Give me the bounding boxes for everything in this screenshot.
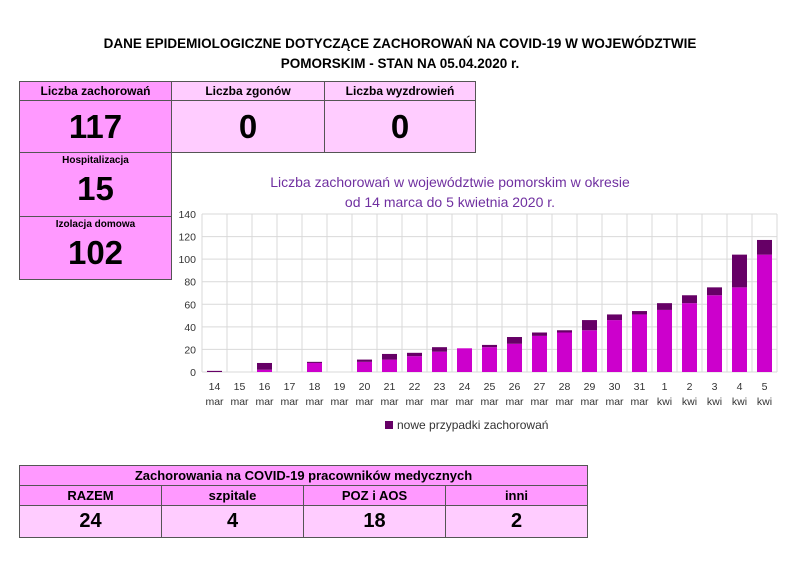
bar-segment-new bbox=[582, 320, 597, 330]
medical-header-other-label: inni bbox=[504, 488, 529, 503]
bar-segment-new bbox=[757, 240, 772, 255]
x-tick-day: 23 bbox=[433, 381, 446, 393]
bar-segment-new bbox=[307, 362, 322, 363]
bar-segment-new bbox=[357, 360, 372, 362]
medical-value-hospitals bbox=[161, 505, 304, 538]
x-tick-day: 30 bbox=[608, 381, 621, 393]
bar-segment-existing bbox=[532, 336, 547, 372]
bar-segment-new bbox=[507, 337, 522, 344]
bar-segment-new bbox=[732, 255, 747, 288]
x-tick-day: 21 bbox=[383, 381, 396, 393]
deaths-value: 0 bbox=[238, 108, 258, 145]
x-tick-month: mar bbox=[530, 396, 549, 408]
x-tick-month: mar bbox=[255, 396, 274, 408]
x-tick-month: mar bbox=[355, 396, 374, 408]
x-tick-month: mar bbox=[480, 396, 499, 408]
report-title-line1: DANE EPIDEMIOLOGICZNE DOTYCZĄCE ZACHOROWAŃ NA COVID-19 W WOJEWÓDZTWIE bbox=[103, 36, 697, 51]
x-tick-month: kwi bbox=[681, 396, 698, 408]
bar-segment-existing bbox=[657, 310, 672, 372]
home-isolation-label: Izolacja domowa bbox=[55, 219, 136, 230]
x-tick-day: 3 bbox=[711, 381, 718, 393]
medical-value-total bbox=[19, 505, 162, 538]
home-isolation-value: 102 bbox=[67, 234, 124, 271]
x-tick-month: mar bbox=[630, 396, 649, 408]
y-tick-label: 80 bbox=[184, 276, 196, 289]
bar-segment-new bbox=[607, 314, 622, 320]
medical-header-hospitals-label: szpitale bbox=[208, 488, 257, 503]
chart-title-line1: Liczba zachorowań w województwie pomorskim w okresie bbox=[270, 174, 630, 190]
x-tick-month: mar bbox=[505, 396, 524, 408]
medical-header-poz-label: POZ i AOS bbox=[341, 488, 408, 503]
medical-value-total-text: 24 bbox=[79, 510, 102, 532]
x-tick-month: kwi bbox=[706, 396, 723, 408]
bar-segment-existing bbox=[382, 360, 397, 372]
x-tick-day: 18 bbox=[308, 381, 321, 393]
cases-label: Liczba zachorowań bbox=[40, 84, 151, 98]
bar-segment-existing bbox=[507, 344, 522, 372]
x-tick-day: 25 bbox=[483, 381, 496, 393]
bar-segment-new bbox=[482, 345, 497, 347]
x-tick-day: 31 bbox=[633, 381, 646, 393]
bar-segment-new bbox=[432, 347, 447, 352]
bar-segment-existing bbox=[757, 255, 772, 372]
bar-segment-existing bbox=[482, 347, 497, 372]
bar-segment-new bbox=[707, 287, 722, 295]
bar-segment-existing bbox=[257, 370, 272, 372]
report-title-line2: POMORSKIM - STAN NA 05.04.2020 r. bbox=[280, 56, 520, 71]
x-tick-day: 27 bbox=[533, 381, 546, 393]
medical-header-poz bbox=[303, 485, 446, 506]
bar-segment-new bbox=[632, 311, 647, 314]
bar-segment-existing bbox=[732, 287, 747, 372]
medical-header-total-label: RAZEM bbox=[67, 488, 114, 503]
bar-segment-new bbox=[682, 295, 697, 303]
x-tick-month: mar bbox=[455, 396, 474, 408]
y-tick-label: 20 bbox=[184, 344, 196, 357]
x-tick-month: mar bbox=[305, 396, 324, 408]
medical-value-poz bbox=[303, 505, 446, 538]
x-tick-day: 20 bbox=[358, 381, 371, 393]
medical-value-other bbox=[445, 505, 588, 538]
bar-segment-existing bbox=[707, 295, 722, 372]
x-tick-day: 1 bbox=[661, 381, 668, 393]
x-tick-month: mar bbox=[205, 396, 224, 408]
x-tick-day: 14 bbox=[208, 381, 221, 393]
x-tick-month: mar bbox=[430, 396, 449, 408]
chart-legend bbox=[385, 418, 548, 432]
y-tick-label: 40 bbox=[184, 321, 196, 334]
x-tick-month: mar bbox=[280, 396, 299, 408]
x-tick-day: 15 bbox=[233, 381, 246, 393]
y-tick-label: 140 bbox=[178, 209, 196, 221]
bar-segment-existing bbox=[607, 320, 622, 372]
x-tick-month: mar bbox=[405, 396, 424, 408]
x-tick-month: mar bbox=[555, 396, 574, 408]
x-tick-month: mar bbox=[230, 396, 249, 408]
x-tick-day: 24 bbox=[458, 381, 471, 393]
legend-label: nowe przypadki zachorowań bbox=[397, 418, 549, 432]
x-tick-day: 26 bbox=[508, 381, 521, 393]
x-tick-day: 19 bbox=[333, 381, 346, 393]
y-tick-label: 0 bbox=[190, 367, 196, 379]
medical-value-other-text: 2 bbox=[510, 510, 523, 532]
bar-segment-new bbox=[207, 371, 222, 372]
medical-table-title-cell bbox=[19, 465, 588, 486]
x-tick-day: 22 bbox=[408, 381, 421, 393]
x-tick-day: 29 bbox=[583, 381, 596, 393]
bar-segment-existing bbox=[407, 356, 422, 372]
hospitalization-value: 15 bbox=[77, 170, 114, 207]
x-tick-month: kwi bbox=[756, 396, 773, 408]
cases-value: 117 bbox=[68, 108, 123, 145]
y-tick-label: 60 bbox=[184, 299, 196, 312]
x-tick-day: 5 bbox=[761, 381, 768, 393]
hospitalization-label: Hospitalizacja bbox=[62, 155, 129, 166]
x-tick-month: kwi bbox=[731, 396, 748, 408]
chart-title-line2: od 14 marca do 5 kwietnia 2020 r. bbox=[344, 194, 556, 210]
medical-value-poz-text: 18 bbox=[363, 510, 386, 532]
x-tick-month: mar bbox=[605, 396, 624, 408]
x-tick-month: mar bbox=[380, 396, 399, 408]
recovered-value: 0 bbox=[390, 108, 410, 145]
x-tick-day: 2 bbox=[686, 381, 693, 393]
bar-segment-existing bbox=[457, 348, 472, 372]
bar-segment-new bbox=[257, 363, 272, 370]
bar-segment-new bbox=[382, 354, 397, 360]
bar-segment-new bbox=[407, 353, 422, 356]
medical-table-title: Zachorowania na COVID-19 pracowników medycznych bbox=[134, 468, 473, 483]
x-tick-month: mar bbox=[330, 396, 349, 408]
y-tick-label: 100 bbox=[178, 254, 196, 267]
bar-segment-existing bbox=[357, 362, 372, 372]
medical-header-hospitals bbox=[161, 485, 304, 506]
bar-segment-new bbox=[532, 333, 547, 336]
x-tick-day: 4 bbox=[736, 381, 743, 393]
x-tick-day: 28 bbox=[558, 381, 571, 393]
chart-bars bbox=[207, 240, 772, 372]
x-tick-month: mar bbox=[580, 396, 599, 408]
x-tick-month: kwi bbox=[656, 396, 673, 408]
bar-segment-existing bbox=[432, 352, 447, 372]
bar-segment-new bbox=[657, 303, 672, 310]
x-tick-day: 17 bbox=[283, 381, 296, 393]
recovered-label: Liczba wyzdrowień bbox=[345, 84, 455, 98]
medical-value-hospitals-text: 4 bbox=[226, 510, 239, 532]
medical-header-total bbox=[19, 485, 162, 506]
x-tick-day: 16 bbox=[258, 381, 271, 393]
bar-segment-existing bbox=[307, 363, 322, 372]
legend-swatch bbox=[385, 421, 393, 429]
medical-header-other bbox=[445, 485, 588, 506]
bar-segment-existing bbox=[632, 314, 647, 372]
bar-segment-existing bbox=[557, 333, 572, 373]
deaths-label: Liczba zgonów bbox=[205, 84, 291, 98]
bar-segment-existing bbox=[582, 330, 597, 372]
bar-segment-existing bbox=[682, 303, 697, 372]
bar-segment-new bbox=[557, 330, 572, 332]
y-tick-label: 120 bbox=[178, 231, 196, 244]
